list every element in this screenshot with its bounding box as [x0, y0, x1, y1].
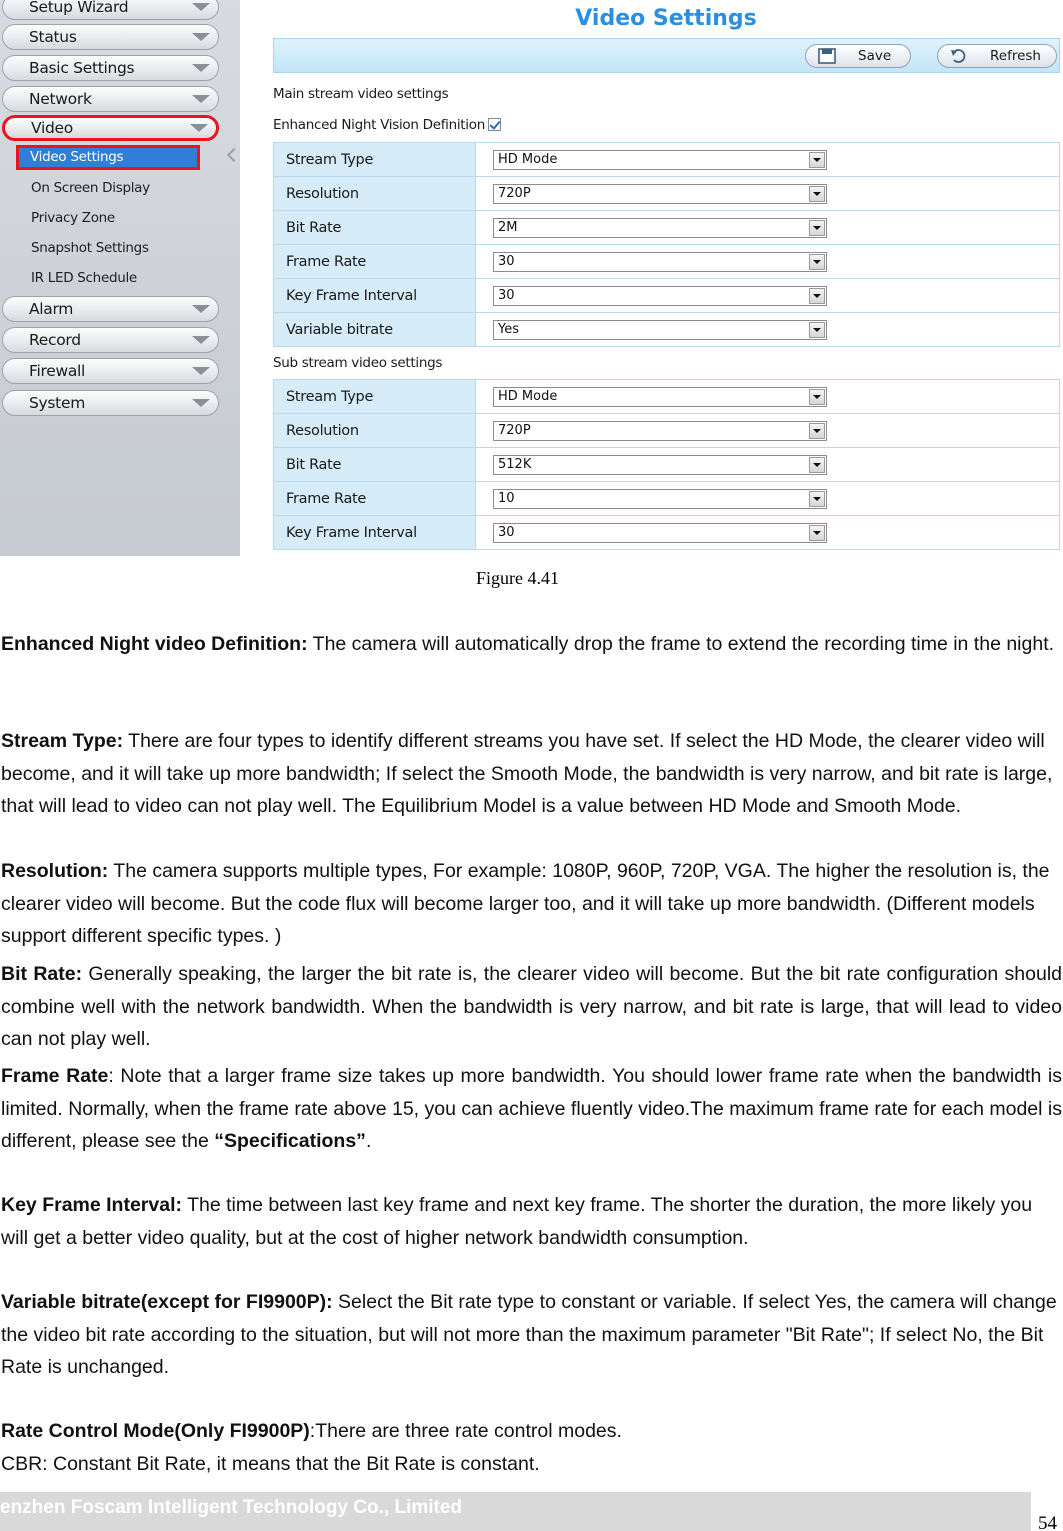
submenu-privacy-zone[interactable]: Privacy Zone	[31, 210, 115, 226]
select-value: 720P	[498, 185, 531, 201]
description-end: .	[365, 1130, 372, 1152]
sub-stream-table	[273, 379, 1060, 550]
table-row	[274, 143, 1060, 177]
menu-label: Alarm	[29, 300, 74, 318]
bit-rate-select[interactable]	[493, 218, 827, 238]
menu-label: Record	[29, 331, 81, 349]
row-label: Resolution	[274, 177, 476, 211]
save-icon	[818, 48, 836, 64]
main-stream-heading: Main stream video settings	[273, 86, 449, 102]
table-row	[274, 516, 1060, 550]
table-row	[274, 482, 1060, 516]
row-label: Stream Type	[274, 143, 476, 177]
chevron-down-icon	[192, 3, 210, 11]
menu-label: Setup Wizard	[29, 0, 129, 16]
refresh-label: Refresh	[990, 48, 1041, 64]
term: Enhanced Night video Definition:	[1, 633, 308, 655]
row-label: Frame Rate	[274, 245, 476, 279]
select-value: 512K	[498, 456, 532, 472]
footer-company: enzhen Foscam Intelligent Technology Co., Limited	[0, 1497, 463, 1518]
term: Rate Control Mode(Only FI9900P)	[1, 1420, 310, 1442]
term: Stream Type:	[1, 730, 124, 752]
table-row	[274, 211, 1060, 245]
paragraph-rate-control-mode	[1, 1415, 1062, 1448]
save-button[interactable]	[805, 44, 911, 68]
select-value: 720P	[498, 422, 531, 438]
table-row	[274, 414, 1060, 448]
sub-bit-rate-select[interactable]	[493, 455, 827, 475]
menu-label: Video	[31, 119, 73, 137]
chevron-down-icon	[192, 367, 210, 375]
menu-network[interactable]	[2, 86, 219, 112]
dropdown-arrow-icon[interactable]	[809, 322, 825, 338]
paragraph-frame-rate	[1, 1060, 1062, 1158]
row-value	[476, 177, 1060, 211]
table-row	[274, 245, 1060, 279]
term: Resolution:	[1, 860, 109, 882]
row-label: Stream Type	[274, 380, 476, 414]
dropdown-arrow-icon[interactable]	[809, 423, 825, 439]
term: Key Frame Interval:	[1, 1194, 182, 1216]
description: The camera will automatically drop the frame to extend the recording time in the night.	[307, 633, 1055, 655]
row-value	[476, 143, 1060, 177]
table-row	[274, 448, 1060, 482]
row-value	[476, 211, 1060, 245]
select-value: 30	[498, 524, 515, 540]
dropdown-arrow-icon[interactable]	[809, 186, 825, 202]
chevron-down-icon	[192, 336, 210, 344]
menu-label: Status	[29, 28, 77, 46]
row-value	[476, 313, 1060, 347]
term: Variable bitrate(except for FI9900P):	[1, 1291, 333, 1313]
chevron-down-icon	[190, 124, 208, 132]
select-value: 30	[498, 253, 515, 269]
refresh-icon	[950, 48, 968, 64]
row-value	[476, 380, 1060, 414]
figure-caption: Figure 4.41	[476, 568, 559, 588]
night-vision-checkbox[interactable]	[488, 118, 501, 131]
table-row	[274, 279, 1060, 313]
dropdown-arrow-icon[interactable]	[809, 288, 825, 304]
resolution-select[interactable]	[493, 184, 827, 204]
screenshot-figure	[0, 0, 1063, 556]
dropdown-arrow-icon[interactable]	[809, 220, 825, 236]
table-row	[274, 313, 1060, 347]
select-value: 30	[498, 287, 515, 303]
dropdown-arrow-icon[interactable]	[809, 525, 825, 541]
description: The time between last key frame and next key frame. The shorter the duration, the more likely you will get a better video quality, but at the cost of higher network bandwidth consumption.	[1, 1194, 1033, 1249]
submenu-ir-led-schedule[interactable]: IR LED Schedule	[31, 270, 137, 286]
menu-record[interactable]	[2, 327, 219, 353]
key-frame-interval-select[interactable]	[493, 286, 827, 306]
chevron-left-icon	[227, 148, 241, 162]
select-value: Yes	[498, 321, 519, 337]
row-label: Key Frame Interval	[274, 279, 476, 313]
refresh-button[interactable]	[937, 44, 1057, 68]
menu-system[interactable]	[2, 390, 219, 416]
chevron-down-icon	[192, 33, 210, 41]
sub-key-frame-interval-select[interactable]	[493, 523, 827, 543]
menu-basic-settings[interactable]	[2, 55, 219, 81]
menu-label: Firewall	[29, 362, 86, 380]
menu-alarm[interactable]	[2, 296, 219, 322]
sub-frame-rate-select[interactable]	[493, 489, 827, 509]
row-label: Resolution	[274, 414, 476, 448]
paragraph-cbr: CBR: Constant Bit Rate, it means that the Bit Rate is constant.	[1, 1453, 540, 1475]
variable-bitrate-select[interactable]	[493, 320, 827, 340]
row-value	[476, 482, 1060, 516]
menu-setup-wizard[interactable]	[2, 0, 219, 20]
description: There are four types to identify different streams you have set. If select the HD Mode, the clearer video will become, and it will take up more bandwidth; If select the Smooth Mode, the bandwidth is very narrow, and bit rate is large, that will lead to video can not play well. The Equilibrium Model is a value between HD Mode and Smooth Mode.	[1, 730, 1053, 817]
submenu-snapshot-settings[interactable]: Snapshot Settings	[31, 240, 149, 256]
row-value	[476, 448, 1060, 482]
paragraph-variable-bitrate	[1, 1286, 1062, 1384]
menu-label: Basic Settings	[29, 59, 135, 77]
row-label: Bit Rate	[274, 448, 476, 482]
dropdown-arrow-icon[interactable]	[809, 152, 825, 168]
select-value: 2M	[498, 219, 518, 235]
sub-stream-heading: Sub stream video settings	[273, 355, 443, 371]
chevron-down-icon	[192, 95, 210, 103]
chevron-down-icon	[192, 305, 210, 313]
table-row	[274, 177, 1060, 211]
row-value	[476, 414, 1060, 448]
menu-label: Network	[29, 90, 92, 108]
row-label: Bit Rate	[274, 211, 476, 245]
save-label: Save	[858, 48, 892, 64]
night-vision-label: Enhanced Night Vision Definition	[273, 117, 485, 133]
term: Bit Rate:	[1, 963, 83, 985]
dropdown-arrow-icon[interactable]	[809, 254, 825, 270]
row-label: Key Frame Interval	[274, 516, 476, 550]
chevron-down-icon	[192, 399, 210, 407]
submenu-video-settings[interactable]: Video Settings	[16, 145, 200, 170]
paragraph-stream-type	[1, 725, 1063, 823]
dropdown-arrow-icon[interactable]	[809, 389, 825, 405]
menu-status[interactable]	[2, 24, 219, 50]
description: Generally speaking, the larger the bit rate is, the clearer video will become. But the bit rate configuration should combine well with the network bandwidth. When the bandwidth is very narrow, and bit rate is large, that will lead to video can not play well.	[1, 963, 1063, 1050]
stream-type-select[interactable]	[493, 150, 827, 170]
table-row	[274, 380, 1060, 414]
settings-panel	[240, 0, 1063, 556]
menu-label: System	[29, 394, 85, 412]
row-value	[476, 245, 1060, 279]
dropdown-arrow-icon[interactable]	[809, 457, 825, 473]
description: The camera supports multiple types, For example: 1080P, 960P, 720P, VGA. The higher the resolution is, the clearer video will become. But the code flux will become larger too, and it will take up more bandwidth. (Different models support different specific types. )	[1, 860, 1050, 947]
menu-firewall[interactable]	[2, 358, 219, 384]
row-label: Variable bitrate	[274, 313, 476, 347]
toolbar	[273, 38, 1060, 73]
main-stream-table	[273, 142, 1060, 347]
paragraph-night-definition	[1, 628, 1062, 661]
row-value	[476, 516, 1060, 550]
night-vision-row	[273, 117, 501, 133]
description: Select the Bit rate type to constant or variable. If select Yes, the camera will change the video bit rate according to the situation, but will not more than the maximum parameter "Bit Rate"; If select No, the Bit Rate is unchanged.	[1, 1291, 1057, 1378]
description: :There are three rate control modes.	[309, 1420, 622, 1442]
paragraph-bit-rate	[1, 958, 1062, 1056]
sidebar	[0, 0, 240, 556]
row-label: Frame Rate	[274, 482, 476, 516]
chevron-down-icon	[192, 64, 210, 72]
submenu-on-screen-display[interactable]: On Screen Display	[31, 180, 150, 196]
page-title: Video Settings	[575, 6, 757, 31]
menu-video[interactable]	[2, 115, 219, 141]
paragraph-key-frame-interval	[1, 1189, 1062, 1254]
description: : Note that a larger frame size takes up more bandwidth. You should lower frame rate when the bandwidth is limited. Normally, when the frame rate above 15, you can achieve fluently video.The maximum frame rate for each model is different, please see the	[1, 1065, 1063, 1152]
paragraph-resolution	[1, 855, 1051, 953]
dropdown-arrow-icon[interactable]	[809, 491, 825, 507]
specifications-reference: “Specifications”	[214, 1130, 366, 1152]
select-value: HD Mode	[498, 151, 558, 167]
frame-rate-select[interactable]	[493, 252, 827, 272]
sub-resolution-select[interactable]	[493, 421, 827, 441]
page-footer	[0, 1492, 1031, 1531]
term: Frame Rate	[1, 1065, 109, 1087]
select-value: HD Mode	[498, 388, 558, 404]
page-number: 54	[1038, 1513, 1057, 1531]
sub-stream-type-select[interactable]	[493, 387, 827, 407]
select-value: 10	[498, 490, 515, 506]
row-value	[476, 279, 1060, 313]
